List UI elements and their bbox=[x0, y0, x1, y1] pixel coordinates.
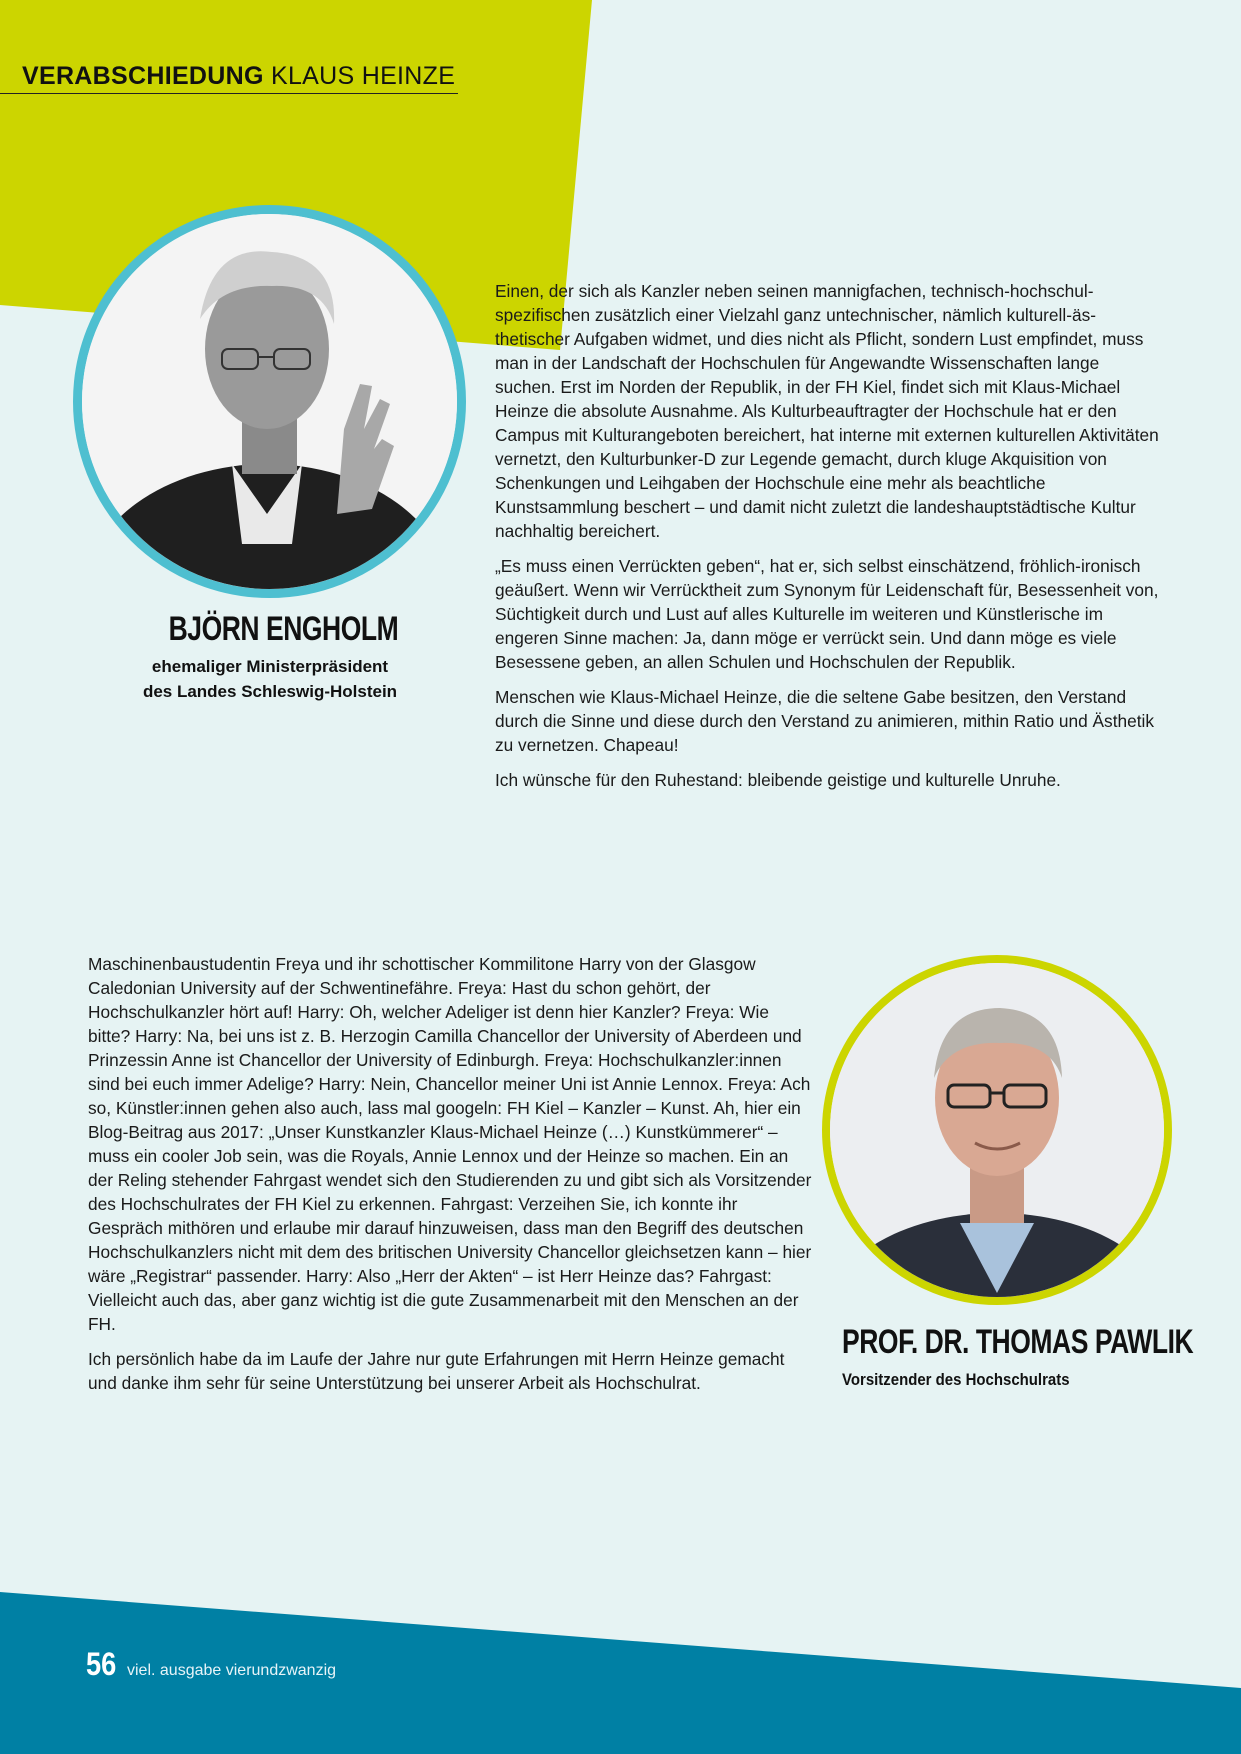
engholm-paragraph: Ich wünsche für den Ruhestand: bleibende geistige und kulturelle Unruhe. bbox=[495, 770, 1061, 790]
pawlik-role: Vorsitzender des Hochschulrats bbox=[842, 1370, 1070, 1389]
page-number: 56 bbox=[86, 1646, 117, 1682]
pawlik-name: PROF. DR. THOMAS PAWLIK bbox=[842, 1323, 1194, 1361]
pawlik-portrait bbox=[822, 955, 1172, 1305]
pawlik-paragraph: Ich persönlich habe da im Laufe der Jahre nur gute Erfahrungen mit Herrn Heinze gemacht und danke ihm sehr für seine Unterstützung bei unserer Arbeit als Hochschulrat. bbox=[88, 1349, 785, 1393]
pawlik-paragraph: Maschinenbaustudentin Freya und ihr schottischer Kommilitone Harry von der Glasgow Caledonian University auf der Schwentinefähre. Freya: Hast du schon gehört, der Hochschulkanzler hört auf! Harry: Oh, welcher Adeliger ist denn hier Kanzler? Freya: Wie bitte? Harry: Na, bei uns ist z. B. Herzogin Camilla Chancellor der University of Aberdeen und Prinzessin Anne ist Chancellor der University of Edinburgh. Freya: Hochschulkanzler:innen sind bei euch immer Adelige? Harry: Nein, Chancellor meiner Uni ist Annie Lennox. Freya: Ach so, Künstler:innen gehen also auch, lass mal googeln: FH Kiel – Kanzler – Kunst. Ah, hier ein Blog-Beitrag aus 2017: „Unser Kunstkanzler Klaus-Michael Heinze (…) Kunstkümmerer“ – muss ein cooler Job sein, was die Royals, Annie Lennox und der Heinze so machen. Ein an der Reling stehender Fahrgast wendet sich den Studierenden zu und gibt sich als Vorsitzender des Hochschulrates der FH Kiel zu erkennen. Fahrgast: Verzeihen Sie, ich konnte ihr Gespräch mithören und erlaube mir darauf hinzuweisen, dass man den Begriff des deutschen Hochschulkanzlers nicht mit dem des britischen University Chancellor gleichsetzen kann – hier wäre „Registrar“ passender. Harry: Also „Herr der Akten“ – ist Herr Heinze das? Fahrgast: Vielleicht auch das, aber ganz wichtig ist die gute Zusammenarbeit mit den Menschen an der FH. bbox=[88, 954, 812, 1334]
engholm-portrait bbox=[73, 205, 466, 598]
engholm-paragraph: Menschen wie Klaus-Michael Heinze, die die seltene Gabe besitzen, den Verstand durch die Sinne und diese durch den Verstand zu animieren, mithin Ratio und Ästhetik zu vernetzen. Chapeau! bbox=[495, 687, 1155, 755]
page-header bbox=[22, 62, 455, 91]
engholm-photo bbox=[82, 214, 457, 589]
pawlik-photo bbox=[830, 963, 1164, 1297]
engholm-role-line2: des Landes Schleswig-Holstein bbox=[142, 682, 398, 701]
header-bold: VERABSCHIEDUNG bbox=[22, 62, 264, 90]
engholm-role-line1: ehemaliger Ministerpräsident bbox=[151, 657, 389, 676]
engholm-text bbox=[495, 279, 1160, 803]
pawlik-text bbox=[88, 952, 816, 1406]
engholm-paragraph: „Es muss einen Verrückten geben“, hat er, sich selbst einschätzend, fröhlich-ironisch geäußert. Wenn wir Verrücktheit zum Synonym für Leidenschaft für, Besessenheit von, Süchtigkeit durch und Lust auf alles Kulturelle im weiteren und Künstlerische im engeren Sinne machen: Ja, dann möge er verrückt sein. Und dann möge es viele Besessene geben, an allen Schulen und Hochschulen der Republik. bbox=[495, 556, 1159, 672]
header-rule bbox=[0, 93, 458, 94]
header-light: KLAUS HEINZE bbox=[270, 62, 456, 90]
engholm-paragraph: Einen, der sich als Kanzler neben seinen mannigfachen, technisch-hochschulspezifischen zusätzlich einer Vielzahl ganz untechnischer, nämlich kulturell-ästhetischer Aufgaben widmet, und dies nicht als Pflicht, sondern Lust empfindet, muss man in der Landschaft der Hochschulen für Angewandte Wissenschaften lange suchen. Erst im Norden der Republik, in der FH Kiel, findet sich mit Klaus-Michael Heinze die absolute Ausnahme. Als Kulturbeauftragter der Hochschule hat er den Campus mit Kulturangeboten bereichert, hat interne mit externen kulturellen Aktivitäten vernetzt, den Kulturbunker-D zur Legende gemacht, durch kluge Akquisition von Schenkungen und Leihgaben der Hochschule eine mehr als beachtliche Kunstsammlung beschert – und damit nicht zuletzt die landeshauptstädtische Kultur nachhaltig bereichert. bbox=[495, 281, 1159, 541]
engholm-name: BJÖRN ENGHOLM bbox=[168, 610, 399, 648]
publication-name: viel. ausgabe vierundzwanzig bbox=[127, 1662, 337, 1679]
